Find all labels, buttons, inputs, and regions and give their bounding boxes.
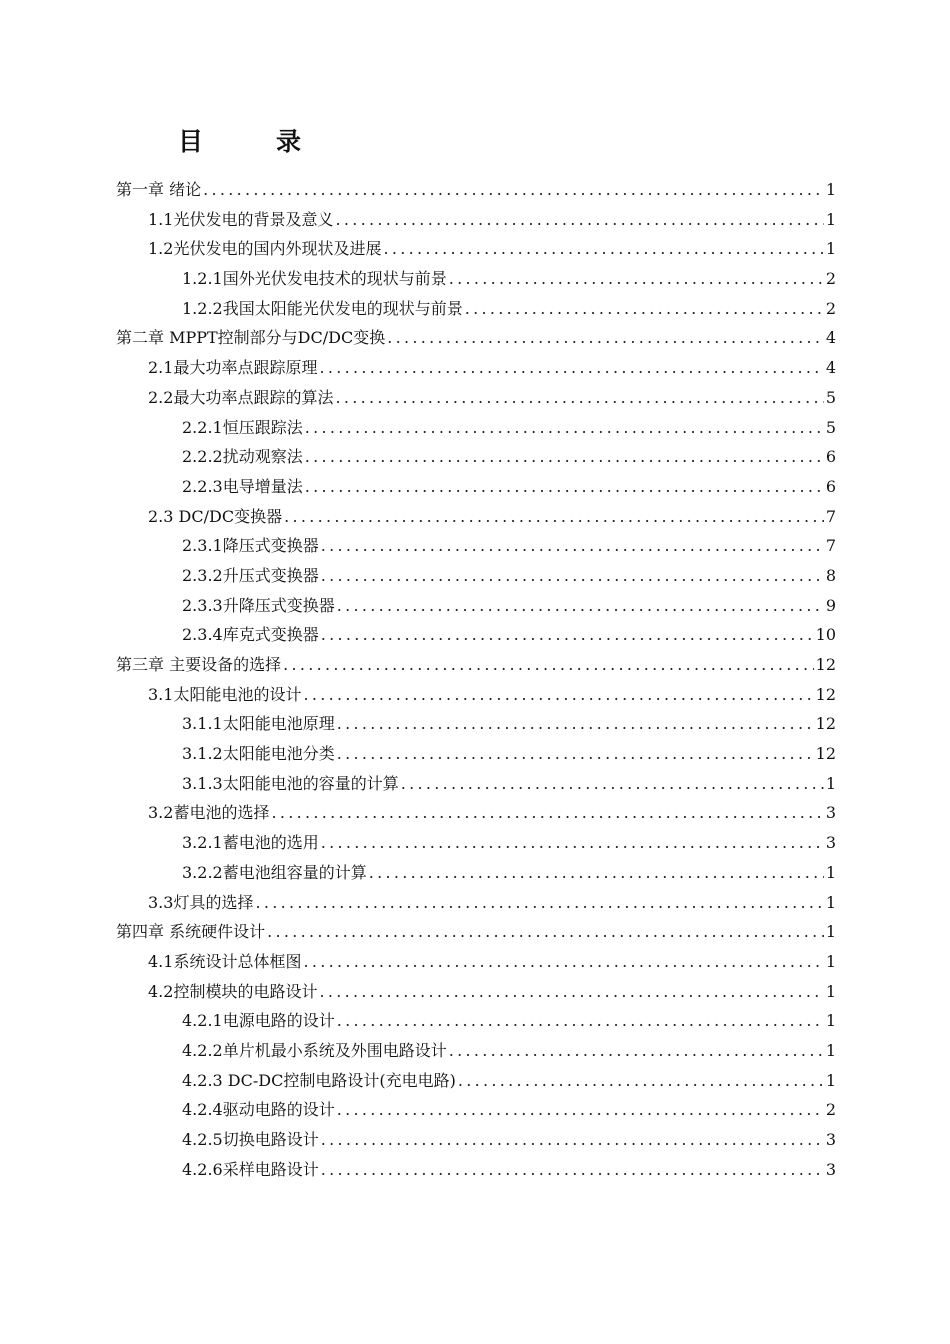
toc-entry[interactable] [116, 234, 836, 264]
toc-entry[interactable] [116, 502, 836, 532]
toc-entry[interactable] [116, 769, 836, 799]
toc-entry-page-number: 5 [825, 387, 836, 407]
dot-leader [337, 1006, 824, 1036]
toc-entry[interactable] [116, 798, 836, 828]
dot-leader [321, 1155, 824, 1185]
toc-entry-page-number: 1 [825, 981, 836, 1001]
toc-entry-label: 3.2.2蓄电池组容量的计算 [182, 862, 367, 882]
dot-leader [465, 294, 824, 324]
toc-entry[interactable] [116, 709, 836, 739]
toc-entry-page-number: 7 [825, 506, 836, 526]
toc-entry-label: 4.1系统设计总体框图 [148, 951, 302, 971]
toc-entry-page-number: 1 [825, 862, 836, 882]
toc-entry[interactable] [116, 620, 836, 650]
toc-entry-page-number: 1 [825, 951, 836, 971]
toc-entry-label: 3.1.1太阳能电池原理 [182, 714, 335, 734]
toc-entry-page-number: 3 [825, 803, 836, 823]
toc-entry-label: 2.3.2升压式变换器 [182, 565, 319, 585]
dot-leader [401, 769, 824, 799]
dot-leader [283, 650, 814, 680]
toc-entry-label: 3.2蓄电池的选择 [148, 803, 270, 823]
dot-leader [337, 591, 824, 621]
dot-leader [321, 1125, 824, 1155]
table-of-contents [116, 175, 836, 1184]
toc-entry-label: 4.2.3 DC-DC控制电路设计(充电电路) [182, 1070, 456, 1090]
toc-entry[interactable] [116, 175, 836, 205]
toc-entry-page-number: 3 [825, 1130, 836, 1149]
toc-entry[interactable] [116, 977, 836, 1007]
toc-entry-label: 3.2.1蓄电池的选用 [182, 833, 319, 853]
toc-entry[interactable] [116, 1066, 836, 1096]
toc-entry-label: 2.2最大功率点跟踪的算法 [148, 387, 334, 407]
toc-entry-label: 2.3 DC/DC变换器 [148, 506, 283, 526]
dot-leader [305, 442, 824, 472]
toc-entry-label: 2.1最大功率点跟踪原理 [148, 358, 318, 378]
toc-entry-label: 4.2.4驱动电路的设计 [182, 1100, 335, 1120]
toc-entry-page-number: 4 [825, 358, 836, 378]
dot-leader [303, 680, 813, 710]
toc-entry-label: 3.3灯具的选择 [148, 892, 254, 912]
dot-leader [303, 947, 823, 977]
toc-entry-page-number: 12 [815, 744, 836, 764]
toc-entry-page-number: 9 [825, 595, 836, 615]
dot-leader [335, 205, 823, 235]
toc-entry[interactable] [116, 1036, 836, 1066]
dot-leader [203, 175, 824, 205]
toc-entry-page-number: 2 [825, 269, 836, 289]
toc-entry-label: 2.2.1恒压跟踪法 [182, 417, 303, 437]
toc-entry-label: 1.2.1国外光伏发电技术的现状与前景 [182, 269, 447, 289]
dot-leader [321, 620, 814, 650]
toc-entry[interactable] [116, 442, 836, 472]
toc-entry-page-number: 1 [825, 1070, 836, 1090]
toc-entry-label: 第四章 系统硬件设计 [116, 922, 266, 942]
toc-entry-page-number: 3 [825, 1159, 836, 1179]
toc-entry-label: 1.2.2我国太阳能光伏发电的现状与前景 [182, 298, 463, 318]
toc-entry-page-number: 1 [825, 180, 836, 199]
toc-entry-page-number: 4 [825, 328, 836, 348]
toc-entry[interactable] [116, 888, 836, 918]
dot-leader [337, 709, 814, 739]
dot-leader [321, 561, 824, 591]
toc-entry[interactable] [116, 205, 836, 235]
toc-entry-label: 4.2.1电源电路的设计 [182, 1011, 335, 1031]
toc-entry[interactable] [116, 591, 836, 621]
toc-entry-page-number: 1 [825, 209, 836, 229]
toc-entry-label: 2.3.4库克式变换器 [182, 625, 319, 645]
toc-entry-label: 1.2光伏发电的国内外现状及进展 [148, 239, 382, 259]
toc-entry-label: 4.2.2单片机最小系统及外围电路设计 [182, 1040, 447, 1060]
toc-entry[interactable] [116, 561, 836, 591]
toc-entry-page-number: 3 [825, 833, 836, 853]
dot-leader [335, 383, 823, 413]
dot-leader [383, 234, 823, 264]
dot-leader [449, 264, 824, 294]
toc-entry-page-number: 1 [825, 1040, 836, 1060]
toc-entry-page-number: 12 [815, 714, 836, 734]
toc-entry-page-number: 10 [815, 625, 836, 645]
toc-entry[interactable] [116, 680, 836, 710]
toc-entry[interactable] [116, 917, 836, 947]
toc-entry-page-number: 1 [825, 922, 836, 942]
dot-leader [321, 828, 824, 858]
toc-entry-page-number: 5 [825, 417, 836, 437]
dot-leader [449, 1036, 824, 1066]
toc-entry-label: 第三章 主要设备的选择 [116, 655, 282, 674]
toc-entry-page-number: 8 [825, 565, 836, 585]
toc-entry[interactable] [116, 472, 836, 502]
toc-entry-label: 第二章 MPPT控制部分与DC/DC变换 [116, 328, 386, 348]
toc-entry-label: 3.1太阳能电池的设计 [148, 684, 302, 704]
dot-leader [255, 888, 823, 918]
toc-entry[interactable] [116, 650, 836, 680]
dot-leader [458, 1066, 824, 1096]
toc-entry-label: 3.1.2太阳能电池分类 [182, 744, 335, 764]
toc-entry-page-number: 12 [815, 655, 836, 674]
toc-entry-label: 2.3.3升降压式变换器 [182, 595, 335, 615]
dot-leader [319, 353, 823, 383]
toc-entry[interactable] [116, 828, 836, 858]
toc-entry[interactable] [116, 1006, 836, 1036]
toc-entry[interactable] [116, 383, 836, 413]
dot-leader [321, 531, 824, 561]
dot-leader [319, 977, 823, 1007]
toc-entry-label: 3.1.3太阳能电池的容量的计算 [182, 773, 399, 793]
toc-entry-page-number: 1 [825, 239, 836, 259]
dot-leader [271, 798, 823, 828]
dot-leader [337, 739, 814, 769]
toc-entry[interactable] [116, 1155, 836, 1185]
toc-entry-label: 1.1光伏发电的背景及意义 [148, 209, 334, 229]
toc-entry-page-number: 6 [825, 447, 836, 467]
toc-entry[interactable] [116, 947, 836, 977]
toc-entry[interactable] [116, 413, 836, 443]
dot-leader [267, 917, 824, 947]
dot-leader [305, 472, 824, 502]
toc-entry-page-number: 2 [825, 298, 836, 318]
toc-entry[interactable] [116, 739, 836, 769]
dot-leader [305, 413, 824, 443]
toc-entry-page-number: 1 [825, 1011, 836, 1031]
toc-entry-page-number: 7 [825, 536, 836, 556]
toc-entry[interactable] [116, 1095, 836, 1125]
dot-leader [369, 858, 824, 888]
toc-entry-label: 4.2.6采样电路设计 [182, 1159, 319, 1179]
toc-entry-label: 2.3.1降压式变换器 [182, 536, 319, 556]
toc-entry[interactable] [116, 323, 836, 353]
dot-leader [387, 323, 824, 353]
toc-entry[interactable] [116, 264, 836, 294]
toc-entry-label: 4.2控制模块的电路设计 [148, 981, 318, 1001]
toc-entry-page-number: 1 [825, 892, 836, 912]
toc-entry-label: 2.2.3电导增量法 [182, 476, 303, 496]
toc-entry-label: 第一章 绪论 [116, 180, 202, 199]
toc-entry-label: 4.2.5切换电路设计 [182, 1130, 319, 1149]
toc-entry[interactable] [116, 294, 836, 324]
toc-entry[interactable] [116, 353, 836, 383]
toc-entry[interactable] [116, 531, 836, 561]
toc-entry-page-number: 1 [825, 773, 836, 793]
toc-title: 目 录 [178, 127, 326, 156]
dot-leader [337, 1095, 824, 1125]
toc-entry[interactable] [116, 1125, 836, 1155]
toc-entry-page-number: 12 [815, 684, 836, 704]
toc-entry[interactable] [116, 858, 836, 888]
toc-entry-page-number: 2 [825, 1100, 836, 1120]
toc-entry-label: 2.2.2扰动观察法 [182, 447, 303, 467]
dot-leader [284, 502, 824, 532]
toc-entry-page-number: 6 [825, 476, 836, 496]
